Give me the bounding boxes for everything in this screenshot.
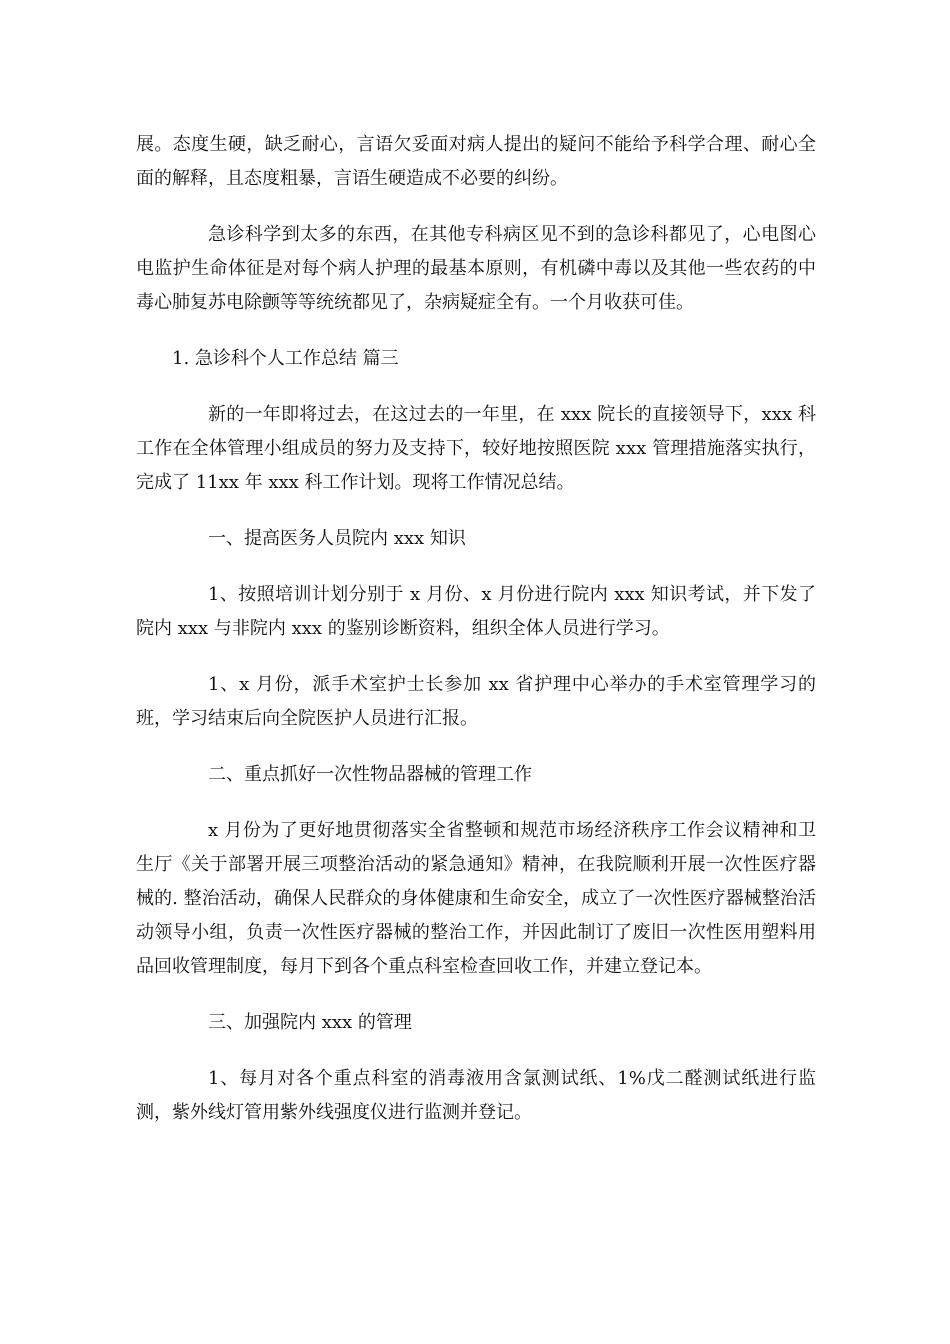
document-body xyxy=(136,128,816,1152)
paragraph-monitoring: 1、每月对各个重点科室的消毒液用含氯测试纸、1%戊二醛测试纸进行监测，紫外线灯管用紫外线强度仪进行监测并登记。 xyxy=(136,1068,816,1123)
paragraph-continuation: 展。态度生硬，缺乏耐心，言语欠妥面对病人提出的疑问不能给予科学合理、耐心全面的解释，且态度粗暴，言语生硬造成不必要的纠纷。 xyxy=(136,134,816,189)
heading-two: 二、重点抓好一次性物品器械的管理工作 xyxy=(208,764,532,785)
paragraph-device-rectification: x 月份为了更好地贯彻落实全省整顿和规范市场经济秩序工作会议精神和卫生厅《关于部署开展三项整治活动的紧急通知》精神，在我院顺利开展一次性医疗器械的. 整治活动，确保人民群众的身体健康和生命安全，成立了一次性医疗器械整治活动领导小组，负责一次性医疗器械的整治工作，并因此制订了废旧一次性医用塑料用品回收管理制度，每月下到各个重点科室检查回收工作，并建立登记本。 xyxy=(136,820,816,977)
paragraph-emergency-learning: 急诊科学到太多的东西，在其他专科病区见不到的急诊科都见了，心电图心电监护生命体征是对每个病人护理的最基本原则，有机磷中毒以及其他一些农药的中毒心肺复苏电除颤等等统统都见了，杂病疑症全有。一个月收获可佳。 xyxy=(136,224,816,313)
paragraph-training-exam: 1、按照培训计划分别于 x 月份、x 月份进行院内 xxx 知识考试，并下发了院内 xxx 与非院内 xxx 的鉴别诊断资料，组织全体人员进行学习。 xyxy=(136,584,816,639)
section-title-part-three: 1. 急诊科个人工作总结 篇三 xyxy=(172,348,399,369)
paragraph-or-training: 1、x 月份，派手术室护士长参加 xx 省护理中心举办的手术室管理学习的班，学习结束后向全院医护人员进行汇报。 xyxy=(136,674,816,729)
paragraph-year-summary: 新的一年即将过去，在这过去的一年里，在 xxx 院长的直接领导下，xxx 科工作在全体管理小组成员的努力及支持下，较好地按照医院 xxx 管理措施落实执行，完成了 11xx 年 xxx 科工作计划。现将工作情况总结。 xyxy=(136,404,816,493)
heading-one: 一、提高医务人员院内 xxx 知识 xyxy=(208,528,466,549)
heading-three: 三、加强院内 xxx 的管理 xyxy=(208,1012,412,1033)
